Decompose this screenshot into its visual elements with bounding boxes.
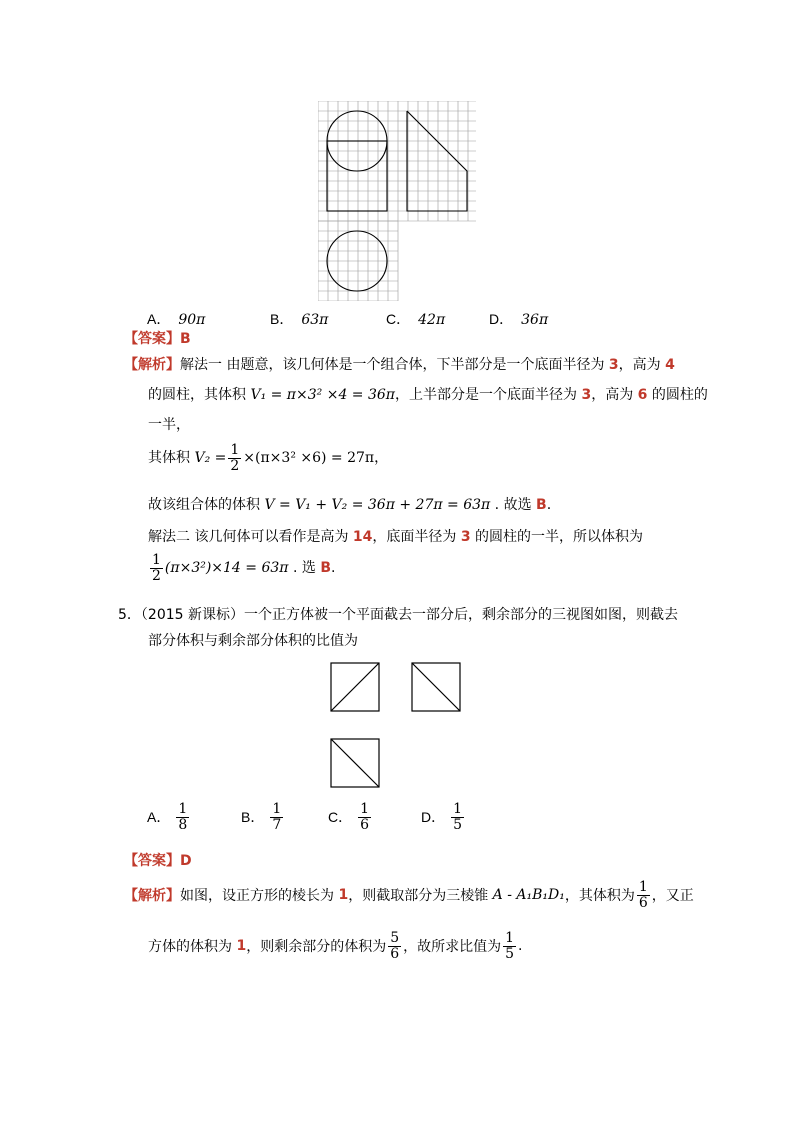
q5-option-a: A． $\frac{1}{8}$ bbox=[147, 801, 188, 833]
q4-option-c: C． 42π bbox=[386, 311, 446, 328]
q4-option-a: A． 90π bbox=[147, 311, 206, 328]
q4-analysis-line-3: 一半， bbox=[148, 417, 190, 433]
q4-grid-top bbox=[318, 101, 476, 221]
q5-three-view-figure bbox=[328, 660, 468, 792]
q5-option-d: D． $\frac{1}{5}$ bbox=[421, 801, 463, 833]
q5-analysis-line-2: 方体的体积为 1，则剩余部分的体积为 $\frac{5}{6}$ ，故所求比值为 $\frac{1}{5}$ . bbox=[148, 930, 523, 962]
q4-three-view-figure bbox=[318, 101, 476, 301]
q5-stem-line-1: 5．（2015 新课标）一个正方体被一个平面截去一部分后，剩余部分的三视图如图，则截去 bbox=[118, 607, 679, 623]
q4-grid-bottom bbox=[318, 221, 398, 301]
q4-analysis-line-1: 【解析】解法一 由题意，该几何体是一个组合体，下半部分是一个底面半径为 3，高为 4 bbox=[124, 357, 675, 373]
q4-answer: 【答案】B bbox=[124, 331, 191, 347]
q4-analysis-line-4: 其体积 V₂ = $\frac{1}{2}$ ×(π×3² ×6) = 27π， bbox=[148, 442, 389, 474]
q4-option-b: B． 63π bbox=[270, 311, 329, 328]
q5-option-b: B． $\frac{1}{7}$ bbox=[241, 801, 282, 833]
q5-answer: 【答案】D bbox=[124, 853, 192, 869]
q5-analysis-line-1: 【解析】如图，设正方形的棱长为 1，则截取部分为三棱锥 A - A₁B₁D₁，其体积为 $\frac{1}{6}$ ，又正 bbox=[124, 879, 694, 911]
q4-analysis-line-2: 的圆柱，其体积 V₁ = π×3² ×4 = 36π，上半部分是一个底面半径为 3，高为 6 的圆柱的 bbox=[148, 387, 708, 403]
q4-analysis-line-6: 解法二 该几何体可以看作是高为 14，底面半径为 3 的圆柱的一半，所以体积为 bbox=[148, 529, 644, 545]
q5-stem-line-2: 部分体积与剩余部分体积的比值为 bbox=[148, 633, 358, 649]
q4-analysis-line-7: $\frac{1}{2}$ (π×3²)×14 = 63π . 选 B. bbox=[152, 552, 336, 584]
q5-option-c: C． $\frac{1}{6}$ bbox=[328, 801, 370, 833]
q4-analysis-line-5: 故该组合体的体积 V = V₁ + V₂ = 36π + 27π = 63π . 故选 B. bbox=[148, 497, 552, 513]
q4-option-d: D． 36π bbox=[489, 311, 549, 328]
